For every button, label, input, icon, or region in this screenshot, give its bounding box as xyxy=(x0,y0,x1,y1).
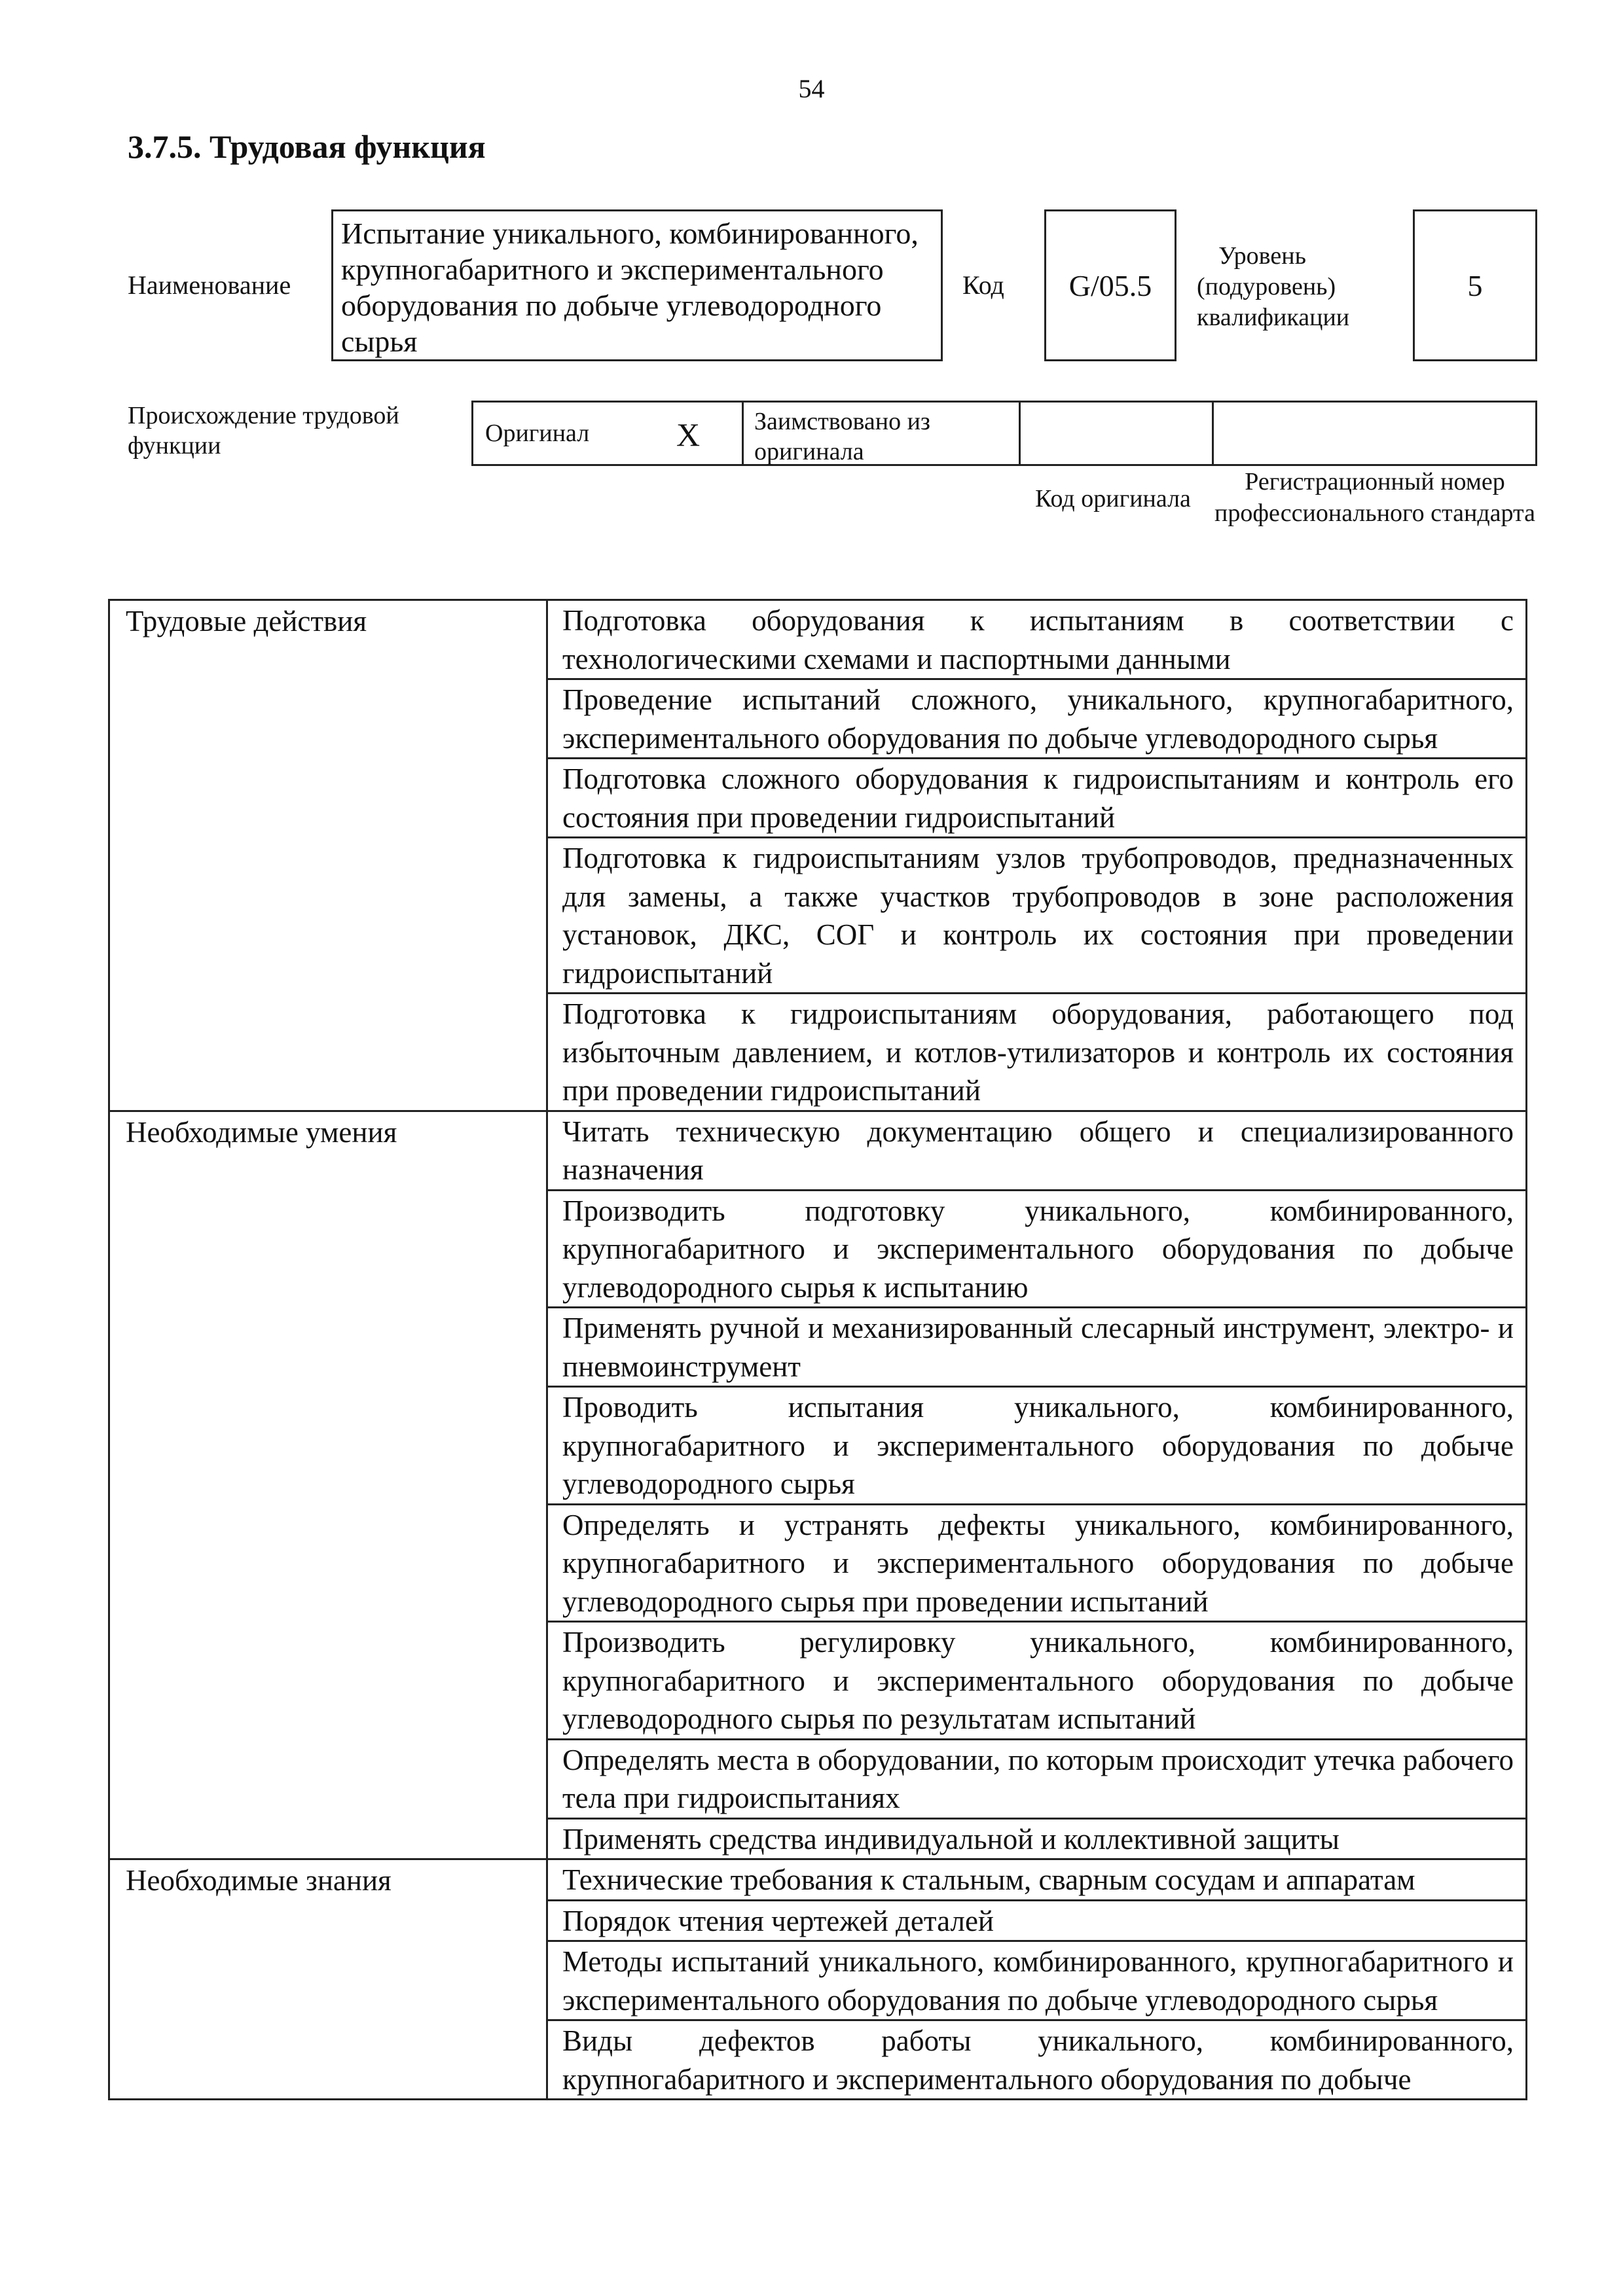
labor-actions-label: Трудовые действия xyxy=(109,600,547,1111)
table-row: Производить регулировку уникального, комбинированного, крупногабаритного и экспериментального оборудования по добыче углеводородного сырья по результатам испытаний xyxy=(547,1622,1527,1740)
table-row: Порядок чтения чертежей деталей xyxy=(547,1900,1527,1941)
origin-original-label: Оригинал xyxy=(485,420,590,447)
table-row: Применять ручной и механизированный слесарный инструмент, электро- и пневмоинструмент xyxy=(547,1308,1527,1387)
function-name-box: Испытание уникального, комбинированного, крупногабаритного и экспериментального оборудования по добыче углеводородного сырья xyxy=(331,209,943,361)
origin-row xyxy=(471,401,1537,466)
qualification-level-label: Уровень (подуровень) квалификации xyxy=(1197,242,1350,331)
knowledge-label: Необходимые знания xyxy=(109,1859,547,2100)
function-table xyxy=(108,599,1527,2100)
table-row: Подготовка сложного оборудования к гидроиспытаниям и контроль его состояния при проведении гидроиспытаний xyxy=(547,759,1527,838)
table-row: Подготовка к гидроиспытаниям узлов трубопроводов, предназначенных для замены, а также участков трубопроводов в зоне расположения установок, ДКС, СОГ и контроль их состояния при проведении гидроиспытаний xyxy=(547,838,1527,994)
table-row: Проводить испытания уникального, комбинированного, крупногабаритного и экспериментального оборудования по добыче углеводородного сырья xyxy=(547,1387,1527,1505)
page-number: 54 xyxy=(798,74,825,103)
origin-label: Происхождение трудовой функции xyxy=(128,402,399,459)
table-row: Подготовка оборудования к испытаниям в соответствии с технологическими схемами и паспортными данными xyxy=(547,600,1527,679)
table-row: Применять средства индивидуальной и коллективной защиты xyxy=(547,1818,1527,1859)
origin-original-cell xyxy=(473,403,744,464)
qualification-level-box: 5 xyxy=(1413,209,1537,361)
name-label: Наименование xyxy=(128,270,291,300)
table-row: Проведение испытаний сложного, уникального, крупногабаритного, экспериментального оборудования по добыче углеводородного сырья xyxy=(547,679,1527,759)
origin-original-mark: X xyxy=(676,416,701,453)
origin-reg-number-cell xyxy=(1214,403,1535,464)
table-row: Читать техническую документацию общего и специализированного назначения xyxy=(547,1111,1527,1190)
table-row: Определять и устранять дефекты уникального, комбинированного, крупногабаритного и экспериментального оборудования по добыче углеводородного сырья при проведении испытаний xyxy=(547,1504,1527,1622)
table-row: Виды дефектов работы уникального, комбинированного, крупногабаритного и экспериментального оборудования по добыче xyxy=(547,2020,1527,2100)
section-title: 3.7.5. Трудовая функция xyxy=(128,128,486,165)
skills-label: Необходимые умения xyxy=(109,1111,547,1859)
origin-code-cell xyxy=(1021,403,1214,464)
table-row: Определять места в оборудовании, по которым происходит утечка рабочего тела при гидроиспытаниях xyxy=(547,1739,1527,1818)
table-row: Подготовка к гидроиспытаниям оборудования, работающего под избыточным давлением, и котлов-утилизаторов и контроль их состояния при проведении гидроиспытаний xyxy=(547,994,1527,1111)
table-row: Технические требования к стальным, сварным сосудам и аппаратам xyxy=(547,1859,1527,1901)
table-row: Методы испытаний уникального, комбинированного, крупногабаритного и экспериментального оборудования по добыче углеводородного сырья xyxy=(547,1941,1527,2020)
reg-number-label: Регистрационный номер профессионального стандарта xyxy=(1214,468,1535,527)
code-original-label: Код оригинала xyxy=(1035,485,1191,512)
origin-borrowed-cell: Заимствовано из оригинала xyxy=(744,403,1021,464)
table-row: Производить подготовку уникального, комбинированного, крупногабаритного и экспериментального оборудования по добыче углеводородного сырья к испытанию xyxy=(547,1190,1527,1308)
function-code-box: G/05.5 xyxy=(1044,209,1176,361)
code-label: Код xyxy=(962,270,1004,300)
